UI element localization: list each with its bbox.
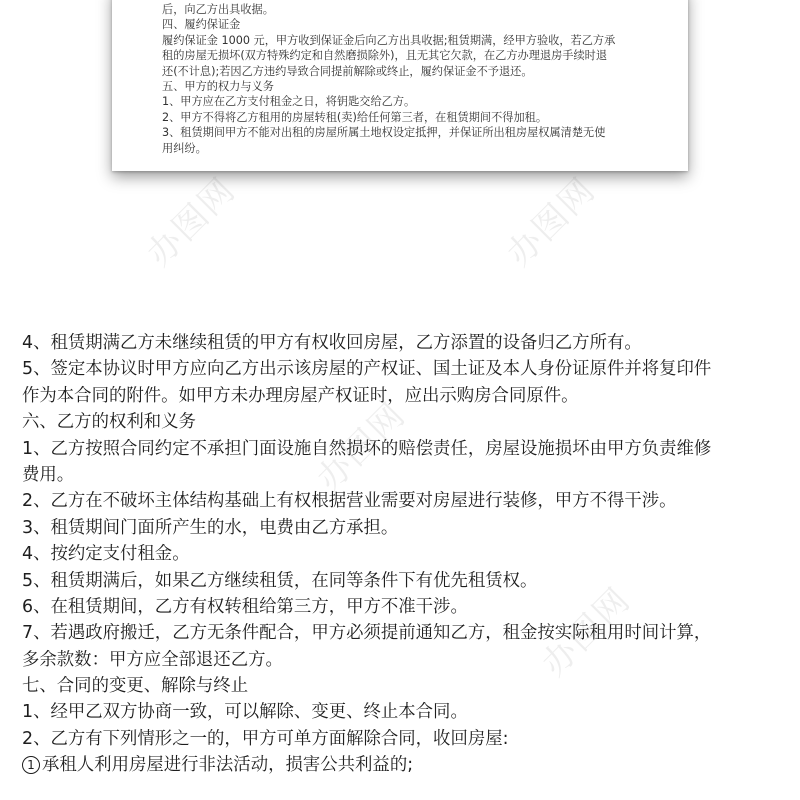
watermark: 办图网 bbox=[499, 169, 604, 275]
watermark: 办图网 bbox=[309, 394, 414, 500]
clause-line: 6、在租赁期间，乙方有权转租给第三方，甲方不准干涉。 bbox=[22, 596, 468, 617]
circled-number: 1 bbox=[22, 756, 40, 774]
clause-line: 费用。 bbox=[22, 464, 75, 485]
clause-line: 1、乙方按照合同约定不承担门面设施自然损坏的赔偿责任，房屋设施损坏由甲方负责维修 bbox=[22, 438, 712, 459]
watermark: 办图网 bbox=[534, 579, 639, 685]
paper-line: 用纠纷。 bbox=[162, 141, 207, 155]
clause-line: 1、经甲乙双方协商一致，可以解除、变更、终止本合同。 bbox=[22, 702, 468, 723]
clause-line: 4、租赁期满乙方未继续租赁的甲方有权收回房屋，乙方添置的设备归乙方所有。 bbox=[22, 333, 642, 353]
clause-line-partial bbox=[22, 752, 792, 778]
clause-line: 5、签定本协议时甲方应向乙方出示该房屋的产权证、国土证及本人身份证原件并将复印件 bbox=[22, 359, 712, 380]
section-heading: 六、乙方的权利和义务 bbox=[22, 412, 196, 433]
watermark: 办图网 bbox=[139, 169, 244, 275]
paper-line: 1、甲方应在乙方支付租金之日，将钥匙交给乙方。 bbox=[162, 95, 416, 109]
paper-section-heading: 四、履约保证金 bbox=[162, 18, 241, 32]
paper-line: 后，向乙方出具收据。 bbox=[162, 3, 274, 16]
paper-line: 履约保证金 1000 元，甲方收到保证金后向乙方出具收据;租赁期满，经甲方验收，若乙方承 bbox=[162, 33, 616, 47]
contract-body bbox=[22, 330, 792, 779]
paper-line: 2、甲方不得将乙方租用的房屋转租(卖)给任何第三者，在租赁期间不得加租。 bbox=[162, 110, 548, 124]
clause-line: 7、若遇政府搬迁，乙方无条件配合，甲方必须提前通知乙方，租金按实际租用时间计算， bbox=[22, 623, 712, 644]
paper-line: 3、租赁期间甲方不能对出租的房屋所属土地权设定抵押，并保证所出租房屋权属清楚无使 bbox=[162, 126, 606, 140]
clause-line: 作为本合同的附件。如甲方未办理房屋产权证时，应出示购房合同原件。 bbox=[22, 385, 579, 406]
paper-line: 租的房屋无损坏(双方特殊约定和自然磨损除外)，且无其它欠款，在乙方办理退房手续时退 bbox=[162, 49, 608, 63]
clause-line: 2、乙方在不破坏主体结构基础上有权根据营业需要对房屋进行装修，甲方不得干涉。 bbox=[22, 491, 677, 512]
clause-line: 3、租赁期间门面所产生的水，电费由乙方承担。 bbox=[22, 517, 399, 538]
clause-line: 2、乙方有下列情形之一的，甲方可单方面解除合同，收回房屋: bbox=[22, 728, 509, 749]
contract-page-preview bbox=[112, 0, 688, 171]
clause-text: 承租人利用房屋进行非法活动，损害公共利益的; bbox=[42, 755, 414, 776]
paper-section-heading: 五、甲方的权力与义务 bbox=[162, 80, 274, 94]
section-heading: 七、合同的变更、解除与终止 bbox=[22, 676, 249, 697]
clause-line: 多余款数：甲方应全部退还乙方。 bbox=[22, 649, 283, 670]
clause-line: 4、按约定支付租金。 bbox=[22, 544, 190, 565]
paper-line: 还(不计息);若因乙方违约导致合同提前解除或终止，履约保证金不予退还。 bbox=[162, 64, 533, 78]
clause-line: 5、租赁期满后，如果乙方继续租赁，在同等条件下有优先租赁权。 bbox=[22, 570, 538, 591]
